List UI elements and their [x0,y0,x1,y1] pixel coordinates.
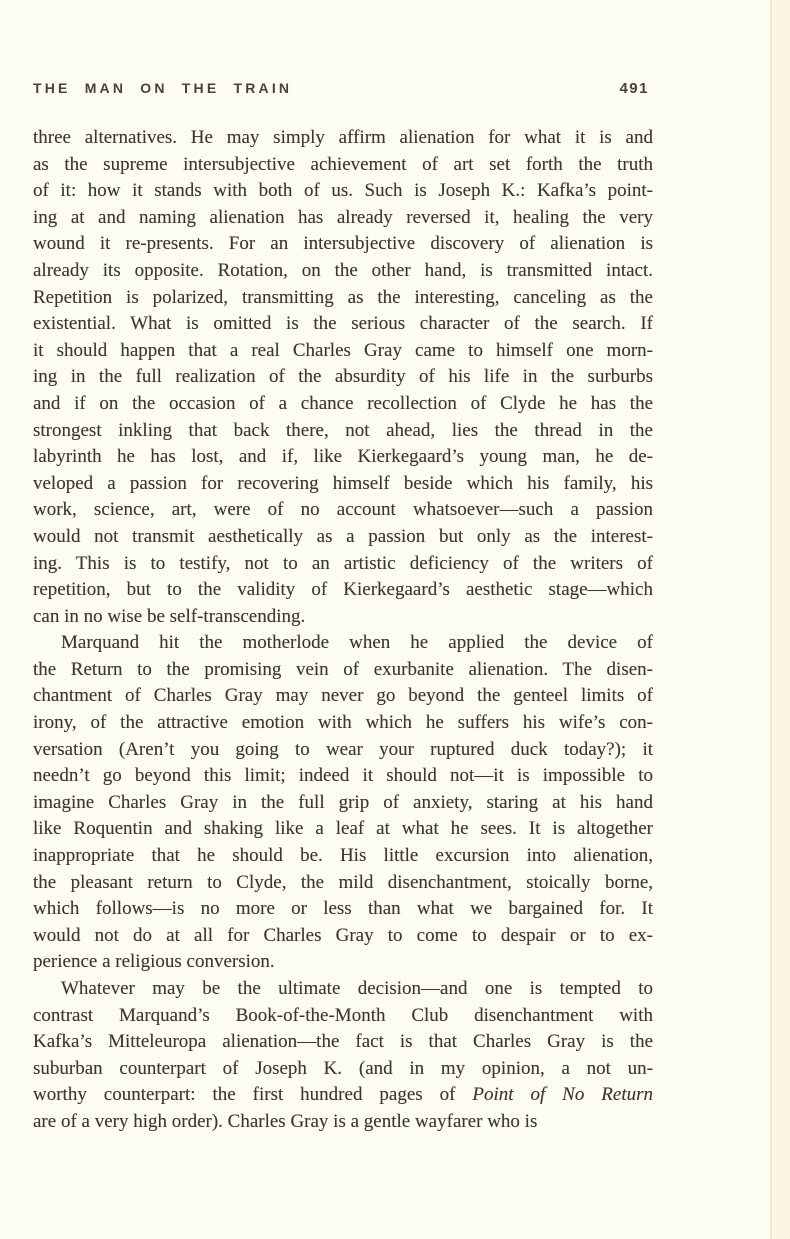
text-segment: chantment of Charles Gray may never go beyond the genteel limits of [33,685,653,707]
running-header [33,80,653,100]
text-segment: Whatever may be the ultimate decision—and one is tempted to [61,978,653,999]
text-line [33,125,653,152]
text-segment: it should happen that a real Charles Gray came to himself one morn- [33,339,653,361]
text-line [33,178,653,205]
page-body [33,125,653,1136]
text-segment: would not transmit aesthetically as a passion but only as the interest- [33,525,653,547]
text-line [33,683,653,710]
page-number: 491 [619,80,649,97]
text-line [33,205,653,232]
text-segment: existential. What is omitted is the serious character of the search. If [33,313,653,335]
text-line [33,364,653,391]
text-line [33,737,653,764]
running-header-title: THE MAN ON THE TRAIN [33,80,293,96]
text-line [33,1029,653,1056]
text-segment: of it: how it stands with both of us. Such is Joseph K.: Kafka’s point- [33,180,653,202]
text-segment: needn’t go beyond this limit; indeed it should not—it is impossible to [33,765,653,787]
text-segment: ing at and naming alienation has already reversed it, healing the very [33,206,653,228]
page-content [33,80,653,1136]
text-segment: would not do at all for Charles Gray to come to despair or to ex- [33,924,653,946]
text-segment: versation (Aren’t you going to wear your ruptured duck today?); it [33,738,653,760]
text-line [33,790,653,817]
text-segment: ing. This is to testify, not to an artistic deficiency of the writers of [33,552,653,574]
text-line [33,577,653,604]
text-segment: repetition, but to the validity of Kierkegaard’s aesthetic stage—which [33,579,653,601]
text-line [33,391,653,418]
scan-page-edge-line [770,0,772,1239]
text-line [33,258,653,285]
text-line [33,870,653,897]
text-segment: which follows—is no more or less than what we bargained for. It [33,898,653,920]
text-line [33,1109,653,1136]
text-segment: wound it re-presents. For an intersubjective discovery of alienation is [33,233,653,255]
text-line [33,497,653,524]
text-segment: suburban counterpart of Joseph K. (and in my opinion, a not un- [33,1057,653,1079]
text-segment: and if on the occasion of a chance recollection of Clyde he has the [33,392,653,414]
text-segment: the pleasant return to Clyde, the mild disenchantment, stoically borne, [33,871,653,893]
text-line [33,1082,653,1109]
text-line [33,524,653,551]
paragraph [33,630,653,976]
text-segment: contrast Marquand’s Book-of-the-Month Club disenchantment with [33,1004,653,1026]
text-segment: can in no wise be self-transcending. [33,605,306,627]
text-line [33,285,653,312]
text-line [33,816,653,843]
text-segment: strongest inkling that back there, not ahead, lies the thread in the [33,419,653,441]
text-segment: like Roquentin and shaking like a leaf at what he sees. It is altogether [33,818,653,840]
text-segment: worthy counterpart: the first hundred pages of [33,1084,473,1106]
text-line [33,471,653,498]
text-segment: veloped a passion for recovering himself beside which his family, his [33,472,653,494]
text-segment: already its opposite. Rotation, on the other hand, is transmitted intact. [33,259,653,281]
text-line [33,710,653,737]
text-line [33,630,653,657]
text-segment: Repetition is polarized, transmitting as the interesting, canceling as the [33,286,653,308]
text-line [33,976,653,1003]
scan-page-edge-strip [771,0,790,1239]
text-line [33,604,653,631]
text-segment: perience a religious conversion. [33,951,275,973]
text-line [33,923,653,950]
text-segment: labyrinth he has lost, and if, like Kierkegaard’s young man, he de- [33,446,653,468]
text-line [33,1056,653,1083]
text-line [33,231,653,258]
text-segment: irony, of the attractive emotion with which he suffers his wife’s con- [33,712,653,734]
text-line [33,657,653,684]
text-line [33,949,653,976]
text-line [33,843,653,870]
text-segment: work, science, art, were of no account whatsoever—such a passion [33,499,653,521]
text-segment: as the supreme intersubjective achievement of art set forth the truth [33,153,653,175]
text-line [33,338,653,365]
text-line [33,896,653,923]
italic-book-title: Point of No Return [472,1084,653,1106]
text-segment: are of a very high order). Charles Gray is a gentle wayfarer who is [33,1110,538,1132]
text-segment: three alternatives. He may simply affirm alienation for what it is and [33,127,653,148]
text-line [33,152,653,179]
text-segment: Kafka’s Mitteleuropa alienation—the fact is that Charles Gray is the [33,1031,653,1053]
text-segment: inappropriate that he should be. His little excursion into alienation, [33,845,653,867]
text-line [33,551,653,578]
text-segment: Marquand hit the motherlode when he applied the device of [61,632,653,654]
text-segment: the Return to the promising vein of exurbanite alienation. The disen- [33,658,653,680]
text-line [33,763,653,790]
text-segment: imagine Charles Gray in the full grip of anxiety, staring at his hand [33,791,653,813]
paragraph [33,976,653,1136]
text-line [33,1003,653,1030]
text-line [33,444,653,471]
text-line [33,418,653,445]
paragraph [33,125,653,630]
text-line [33,311,653,338]
text-segment: ing in the full realization of the absurdity of his life in the surburbs [33,366,653,388]
